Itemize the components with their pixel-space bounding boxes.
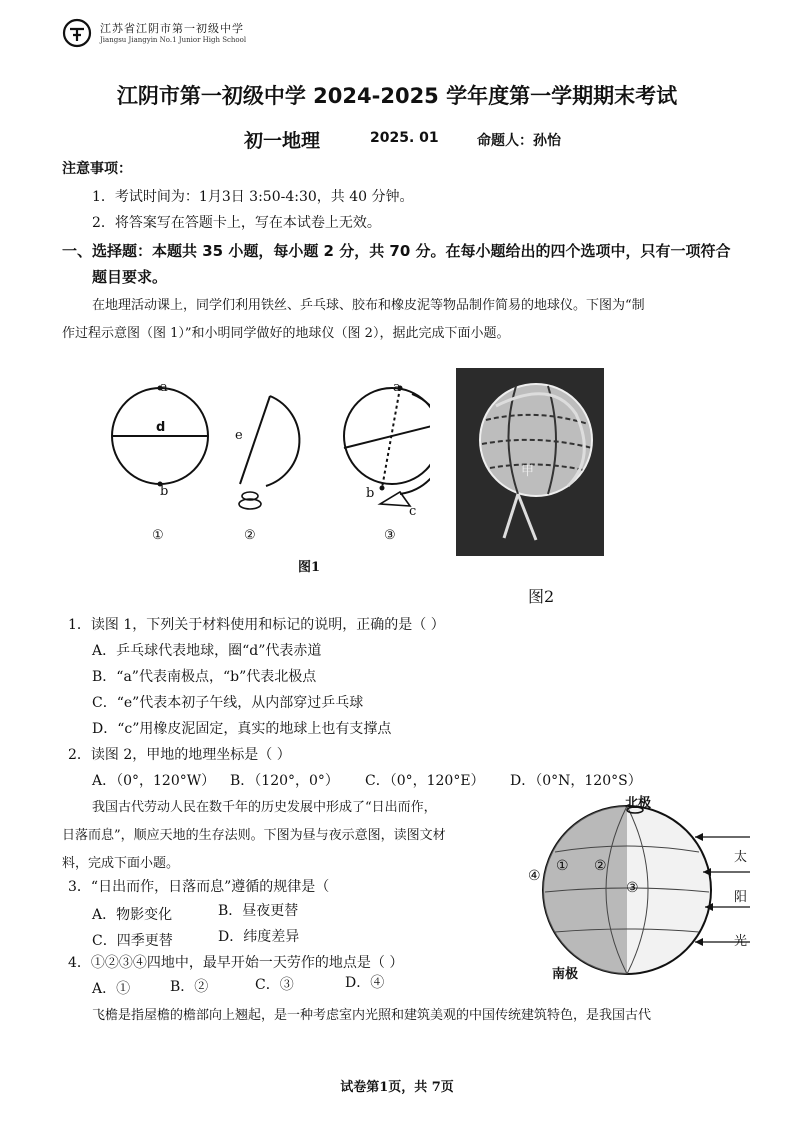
q4-stem: 4．①②③④四地中，最早开始一天劳作的地点是（ ）: [68, 955, 404, 971]
fig1-label-e: e: [235, 428, 243, 443]
figure-1-diagram: [100, 376, 430, 576]
fig1-step-3: ③: [384, 528, 396, 543]
page-footer: 试卷第1页，共 7页: [340, 1080, 454, 1095]
context-text: 飞檐是指屋檐的檐部向上翘起，是一种考虑室内光照和建筑美观的中国传统建筑特色，是我国古代: [92, 1008, 652, 1023]
q2-option-b: B．（120°，0°）: [230, 773, 339, 789]
globe-point-3: ③: [626, 880, 639, 896]
school-name-en: Jiangsu Jiangyin No.1 Junior High School: [100, 36, 247, 44]
q3-option-d: D．纬度差异: [218, 929, 300, 945]
context-text: 料，完成下面小题。: [62, 856, 180, 871]
sunlight-label: 太: [734, 850, 748, 865]
exam-date: 2025. 01: [370, 130, 439, 146]
globe-point-4: ④: [528, 868, 541, 884]
q4-option-d: D．④: [345, 975, 385, 991]
context-text: 我国古代劳动人民在数千年的历史发展中形成了“日出而作，: [92, 800, 437, 815]
q4-option-c: C．③: [255, 977, 294, 993]
q4-option-b: B．②: [170, 979, 209, 995]
section-heading-cont: 题目要求。: [92, 268, 168, 286]
q3-option-c: C．四季更替: [92, 933, 173, 949]
q2-option-c: C．（0°，120°E）: [365, 773, 485, 789]
context-text: 在地理活动课上，同学们利用铁丝、乒乓球、胶布和橡皮泥等物品制作简易的地球仪。下图为“制: [92, 298, 645, 313]
q3-stem: 3．“日出而作，日落而息”遵循的规律是（: [68, 879, 330, 895]
fig1-label-a: a: [160, 380, 168, 395]
notes-heading: 注意事项：: [62, 161, 132, 177]
q4-option-a: A．①: [92, 981, 131, 997]
figure-2-mark: 甲: [521, 464, 535, 479]
q1-option-b: B．“a”代表南极点，“b”代表北极点: [92, 669, 317, 685]
q1-option-a: A．乒乓球代表地球，圈“d”代表赤道: [92, 643, 322, 659]
q3-option-b: B．昼夜更替: [218, 903, 299, 919]
globe-point-2: ②: [594, 858, 607, 874]
fig1-label-c: c: [409, 504, 417, 519]
fig1-label-a: a: [393, 380, 401, 395]
south-pole-label: 南极: [552, 967, 579, 982]
globe-point-1: ①: [556, 858, 569, 874]
exam-author: 命题人：孙怡: [477, 133, 561, 149]
context-text: 作过程示意图（图 1）”和小明同学做好的地球仪（图 2），据此完成下面小题。: [62, 326, 510, 341]
fig1-step-1: ①: [152, 528, 164, 543]
figure-1-caption: 图1: [298, 560, 321, 575]
q1-stem: 1．读图 1，下列关于材料使用和标记的说明，正确的是（ ）: [68, 617, 445, 633]
section-heading: 一、选择题：本题共 35 小题，每小题 2 分，共 70 分。在每小题给出的四个选项中，只有一项符合: [62, 242, 731, 260]
q3-option-a: A．物影变化: [92, 907, 173, 923]
q2-option-a: A．（0°，120°W）: [92, 773, 216, 789]
fig1-label-d: d: [156, 420, 166, 435]
q2-stem: 2．读图 2，甲地的地理坐标是（ ）: [68, 747, 291, 763]
fig1-step-2: ②: [244, 528, 256, 543]
exam-title: 江阴市第一初级中学 2024-2025 学年度第一学期期末考试: [116, 84, 678, 108]
fig1-label-b: b: [366, 486, 375, 501]
exam-subject: 初一地理: [244, 130, 321, 152]
figure-2-caption: 图2: [528, 587, 555, 606]
note-item: 1．考试时间为：1月3日 3:50-4:30，共 40 分钟。: [92, 189, 414, 205]
north-pole-label: 北极: [625, 796, 652, 811]
note-item: 2．将答案写在答题卡上，写在本试卷上无效。: [92, 215, 381, 231]
sunlight-label: 阳: [734, 890, 748, 905]
school-name: 江苏省江阴市第一初级中学: [100, 22, 244, 35]
q1-option-d: D．“c”用橡皮泥固定，真实的地球上也有支撑点: [92, 721, 392, 737]
sunlight-label: 光: [734, 934, 748, 949]
fig1-label-b: b: [160, 484, 169, 499]
q1-option-c: C．“e”代表本初子午线，从内部穿过乒乓球: [92, 695, 364, 711]
context-text: 日落而息”，顺应天地的生存法则。下图为昼与夜示意图，读图文材: [62, 828, 446, 843]
school-logo: [62, 18, 92, 48]
q2-option-d: D．（0°N，120°S）: [510, 773, 642, 789]
